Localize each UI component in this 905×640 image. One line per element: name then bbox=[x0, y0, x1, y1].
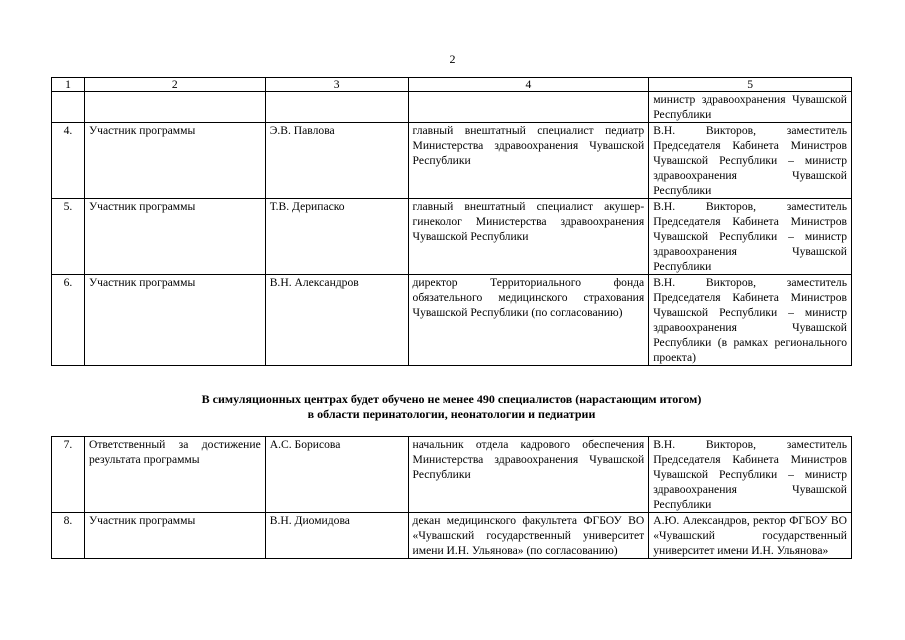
header-col-2: 2 bbox=[84, 78, 265, 92]
header-col-4: 4 bbox=[408, 78, 649, 92]
table-row bbox=[52, 437, 852, 513]
header-col-3: 3 bbox=[265, 78, 408, 92]
responsibles-table-bottom bbox=[51, 436, 852, 559]
row-position bbox=[408, 92, 649, 123]
table-row bbox=[52, 199, 852, 275]
row-curator: В.Н. Викторов, заместитель Председателя Кабинета Министров Чувашской Республики – министр здравоохранения Чувашской Республики bbox=[649, 199, 852, 275]
row-person: А.С. Борисова bbox=[265, 437, 408, 513]
row-person: В.Н. Диомидова bbox=[265, 513, 408, 559]
row-curator: министр здравоохранения Чувашской Республики bbox=[649, 92, 852, 123]
section-heading-line-2: в области перинатологии, неонатологии и педиатрии bbox=[307, 407, 596, 421]
table-header-row bbox=[52, 78, 852, 92]
table-row bbox=[52, 123, 852, 199]
table-row bbox=[52, 513, 852, 559]
row-person: Э.В. Павлова bbox=[265, 123, 408, 199]
row-position: декан медицинского факультета ФГБОУ ВО «Чувашский государственный университет имени И.Н. Ульянова» (по согласованию) bbox=[408, 513, 649, 559]
section-heading bbox=[51, 392, 852, 422]
row-role: Ответственный за достижение результата программы bbox=[84, 437, 265, 513]
row-curator: В.Н. Викторов, заместитель Председателя Кабинета Министров Чувашской Республики – министр здравоохранения Чувашской Республики bbox=[649, 123, 852, 199]
row-role bbox=[84, 92, 265, 123]
row-number: 6. bbox=[52, 275, 85, 366]
row-curator: В.Н. Викторов, заместитель Председателя Кабинета Министров Чувашской Республики – министр здравоохранения Чувашской Республики bbox=[649, 437, 852, 513]
row-role: Участник программы bbox=[84, 275, 265, 366]
row-position: главный внештатный специалист акушер-гинеколог Министерства здравоохранения Чувашской Республики bbox=[408, 199, 649, 275]
row-curator: А.Ю. Александров, ректор ФГБОУ ВО «Чувашский государственный университет имени И.Н. Ульянова» bbox=[649, 513, 852, 559]
page-number: 2 bbox=[449, 52, 456, 66]
row-number bbox=[52, 92, 85, 123]
row-curator: В.Н. Викторов, заместитель Председателя Кабинета Министров Чувашской Республики – министр здравоохранения Чувашской Республики (в рамках регионального проекта) bbox=[649, 275, 852, 366]
row-position: директор Территориального фонда обязательного медицинского страхования Чувашской Республики (по согласованию) bbox=[408, 275, 649, 366]
row-number: 7. bbox=[52, 437, 85, 513]
table-row bbox=[52, 92, 852, 123]
row-number: 8. bbox=[52, 513, 85, 559]
responsibles-table-top bbox=[51, 77, 852, 366]
row-number: 4. bbox=[52, 123, 85, 199]
row-position: начальник отдела кадрового обеспечения Министерства здравоохранения Чувашской Республики bbox=[408, 437, 649, 513]
row-role: Участник программы bbox=[84, 199, 265, 275]
header-col-5: 5 bbox=[649, 78, 852, 92]
row-person: Т.В. Дерипаско bbox=[265, 199, 408, 275]
row-position: главный внештатный специалист педиатр Министерства здравоохранения Чувашской Республики bbox=[408, 123, 649, 199]
section-heading-line-1: В симуляционных центрах будет обучено не менее 490 специалистов (нарастающим итогом) bbox=[201, 392, 702, 406]
header-col-1: 1 bbox=[52, 78, 85, 92]
table-row bbox=[52, 275, 852, 366]
row-role: Участник программы bbox=[84, 123, 265, 199]
row-number: 5. bbox=[52, 199, 85, 275]
row-person: В.Н. Александров bbox=[265, 275, 408, 366]
row-role: Участник программы bbox=[84, 513, 265, 559]
row-person bbox=[265, 92, 408, 123]
